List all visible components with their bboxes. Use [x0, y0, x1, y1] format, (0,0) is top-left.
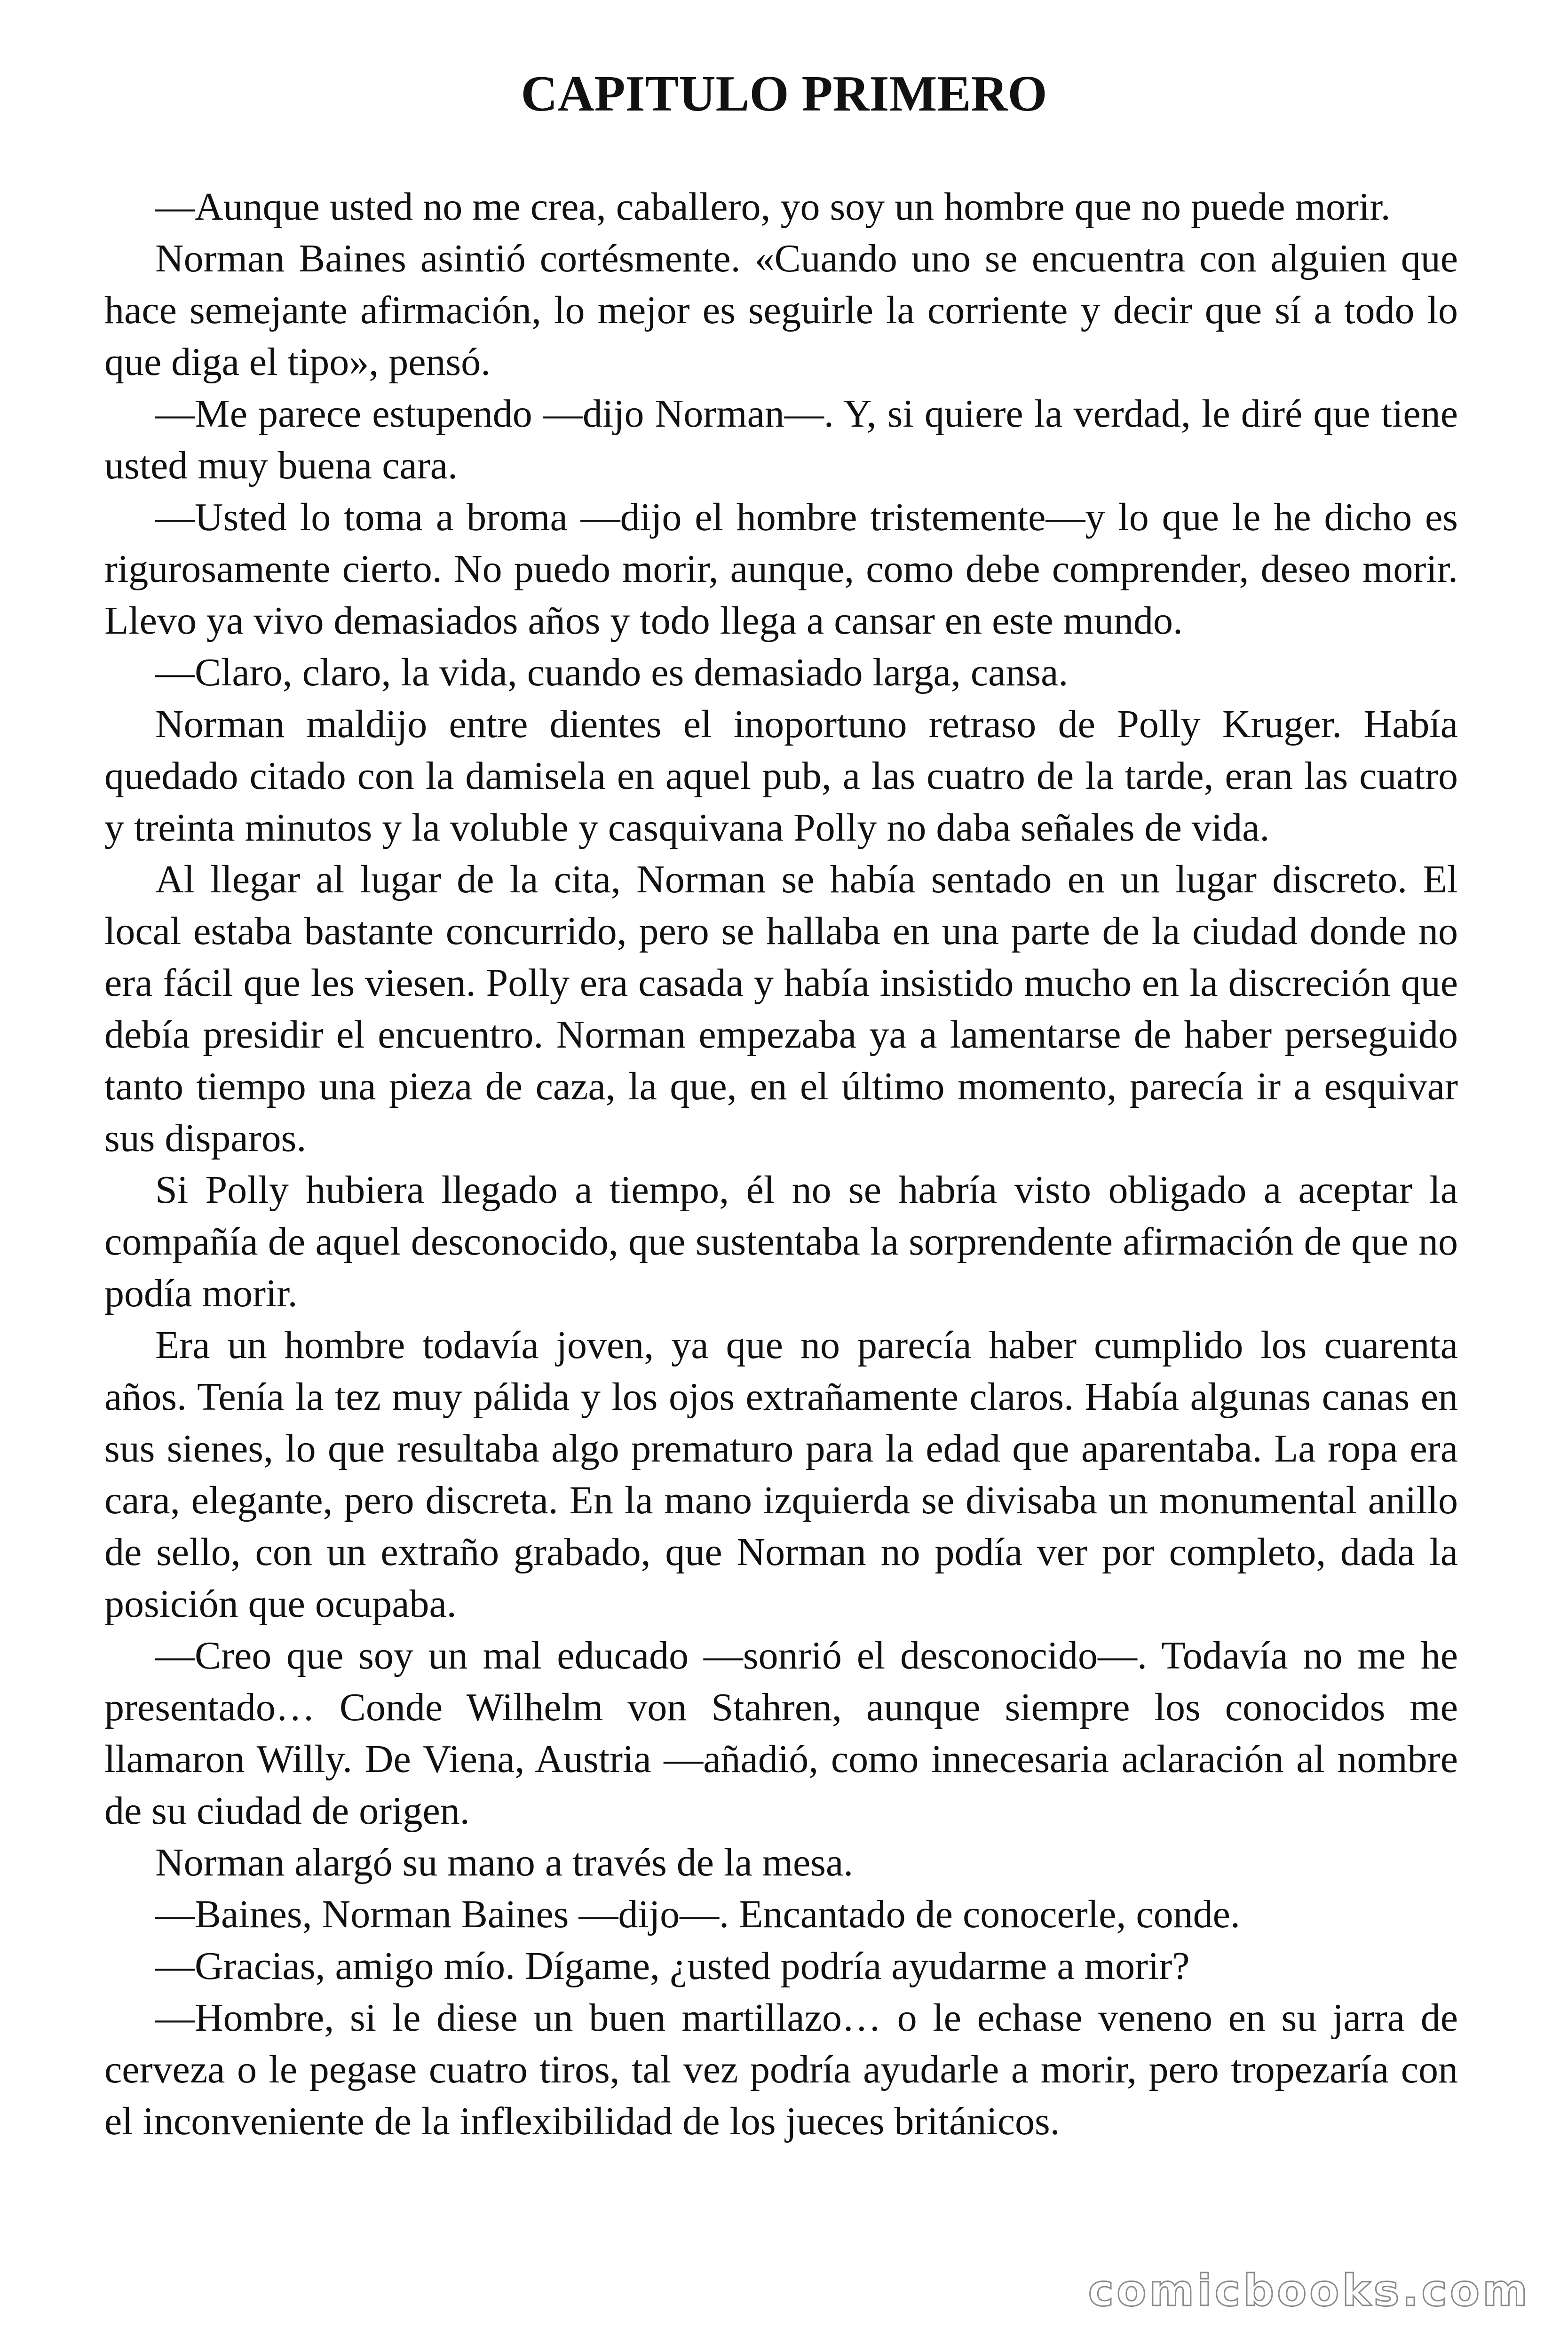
paragraph: Norman maldijo entre dientes el inoportuno retraso de Polly Kruger. Había quedado citado con la damisela en aquel pub, a las cuatro de la tarde, eran las cuatro y treinta minutos y la voluble y casquivana Polly no daba señales de vida. — [104, 702, 1458, 850]
paragraph: Si Polly hubiera llegado a tiempo, él no se habría visto obligado a aceptar la compañía de aquel desconocido, que sustentaba la sorprendente afirmación de que no podía morir. — [104, 1168, 1458, 1315]
paragraph: —Aunque usted no me crea, caballero, yo soy un hombre que no puede morir. — [155, 185, 1391, 229]
paragraph: —Hombre, si le diese un buen martillazo… o le echase veneno en su jarra de cerveza o le pegase cuatro tiros, tal vez podría ayudarle a morir, pero tropezaría con el inconveniente de la inflexibilidad de los jueces británicos. — [104, 1996, 1458, 2143]
chapter-body — [104, 181, 1458, 2147]
paragraph: —Usted lo toma a broma —dijo el hombre tristemente—y lo que le he dicho es rigurosamente cierto. No puedo morir, aunque, como debe comprender, deseo morir. Llevo ya vivo demasiados años y todo llega a cansar en este mundo. — [104, 495, 1458, 643]
paragraph: —Creo que soy un mal educado —sonrió el desconocido—. Todavía no me he presentado… Conde Wilhelm von Stahren, aunque siempre los conocidos me llamaron Willy. De Viena, Austria —añadió, como innecesaria aclaración al nombre de su ciudad de origen. — [104, 1634, 1458, 1833]
watermark-logo: comicbooks.com — [1088, 2265, 1530, 2316]
chapter-title: CAPITULO PRIMERO — [521, 66, 1047, 122]
paragraph: Era un hombre todavía joven, ya que no parecía haber cumplido los cuarenta años. Tenía la tez muy pálida y los ojos extrañamente claros. Había algunas canas en sus sienes, lo que resultaba algo prematuro para la edad que aparentaba. La ropa era cara, elegante, pero discreta. En la mano izquierda se divisaba un monumental anillo de sello, con un extraño grabado, que Norman no podía ver por completo, dada la posición que ocupaba. — [104, 1323, 1458, 1626]
paragraph: —Me parece estupendo —dijo Norman—. Y, si quiere la verdad, le diré que tiene usted muy buena cara. — [104, 392, 1458, 487]
paragraph: —Baines, Norman Baines —dijo—. Encantado de conocerle, conde. — [155, 1892, 1240, 1936]
paragraph: Al llegar al lugar de la cita, Norman se había sentado en un lugar discreto. El local estaba bastante concurrido, pero se hallaba en una parte de la ciudad donde no era fácil que les viesen. Polly era casada y había insistido mucho en la discreción que debía presidir el encuentro. Norman empezaba ya a lamentarse de haber perseguido tanto tiempo una pieza de caza, la que, en el último momento, parecía ir a esquivar sus disparos. — [104, 858, 1458, 1160]
paragraph: Norman alargó su mano a través de la mesa. — [155, 1841, 854, 1884]
paragraph: —Claro, claro, la vida, cuando es demasiado larga, cansa. — [155, 651, 1069, 694]
paragraph: —Gracias, amigo mío. Dígame, ¿usted podría ayudarme a morir? — [155, 1944, 1190, 1988]
paragraph: Norman Baines asintió cortésmente. «Cuando uno se encuentra con alguien que hace semejante afirmación, lo mejor es seguirle la corriente y decir que sí a todo lo que diga el tipo», pensó. — [104, 237, 1458, 384]
